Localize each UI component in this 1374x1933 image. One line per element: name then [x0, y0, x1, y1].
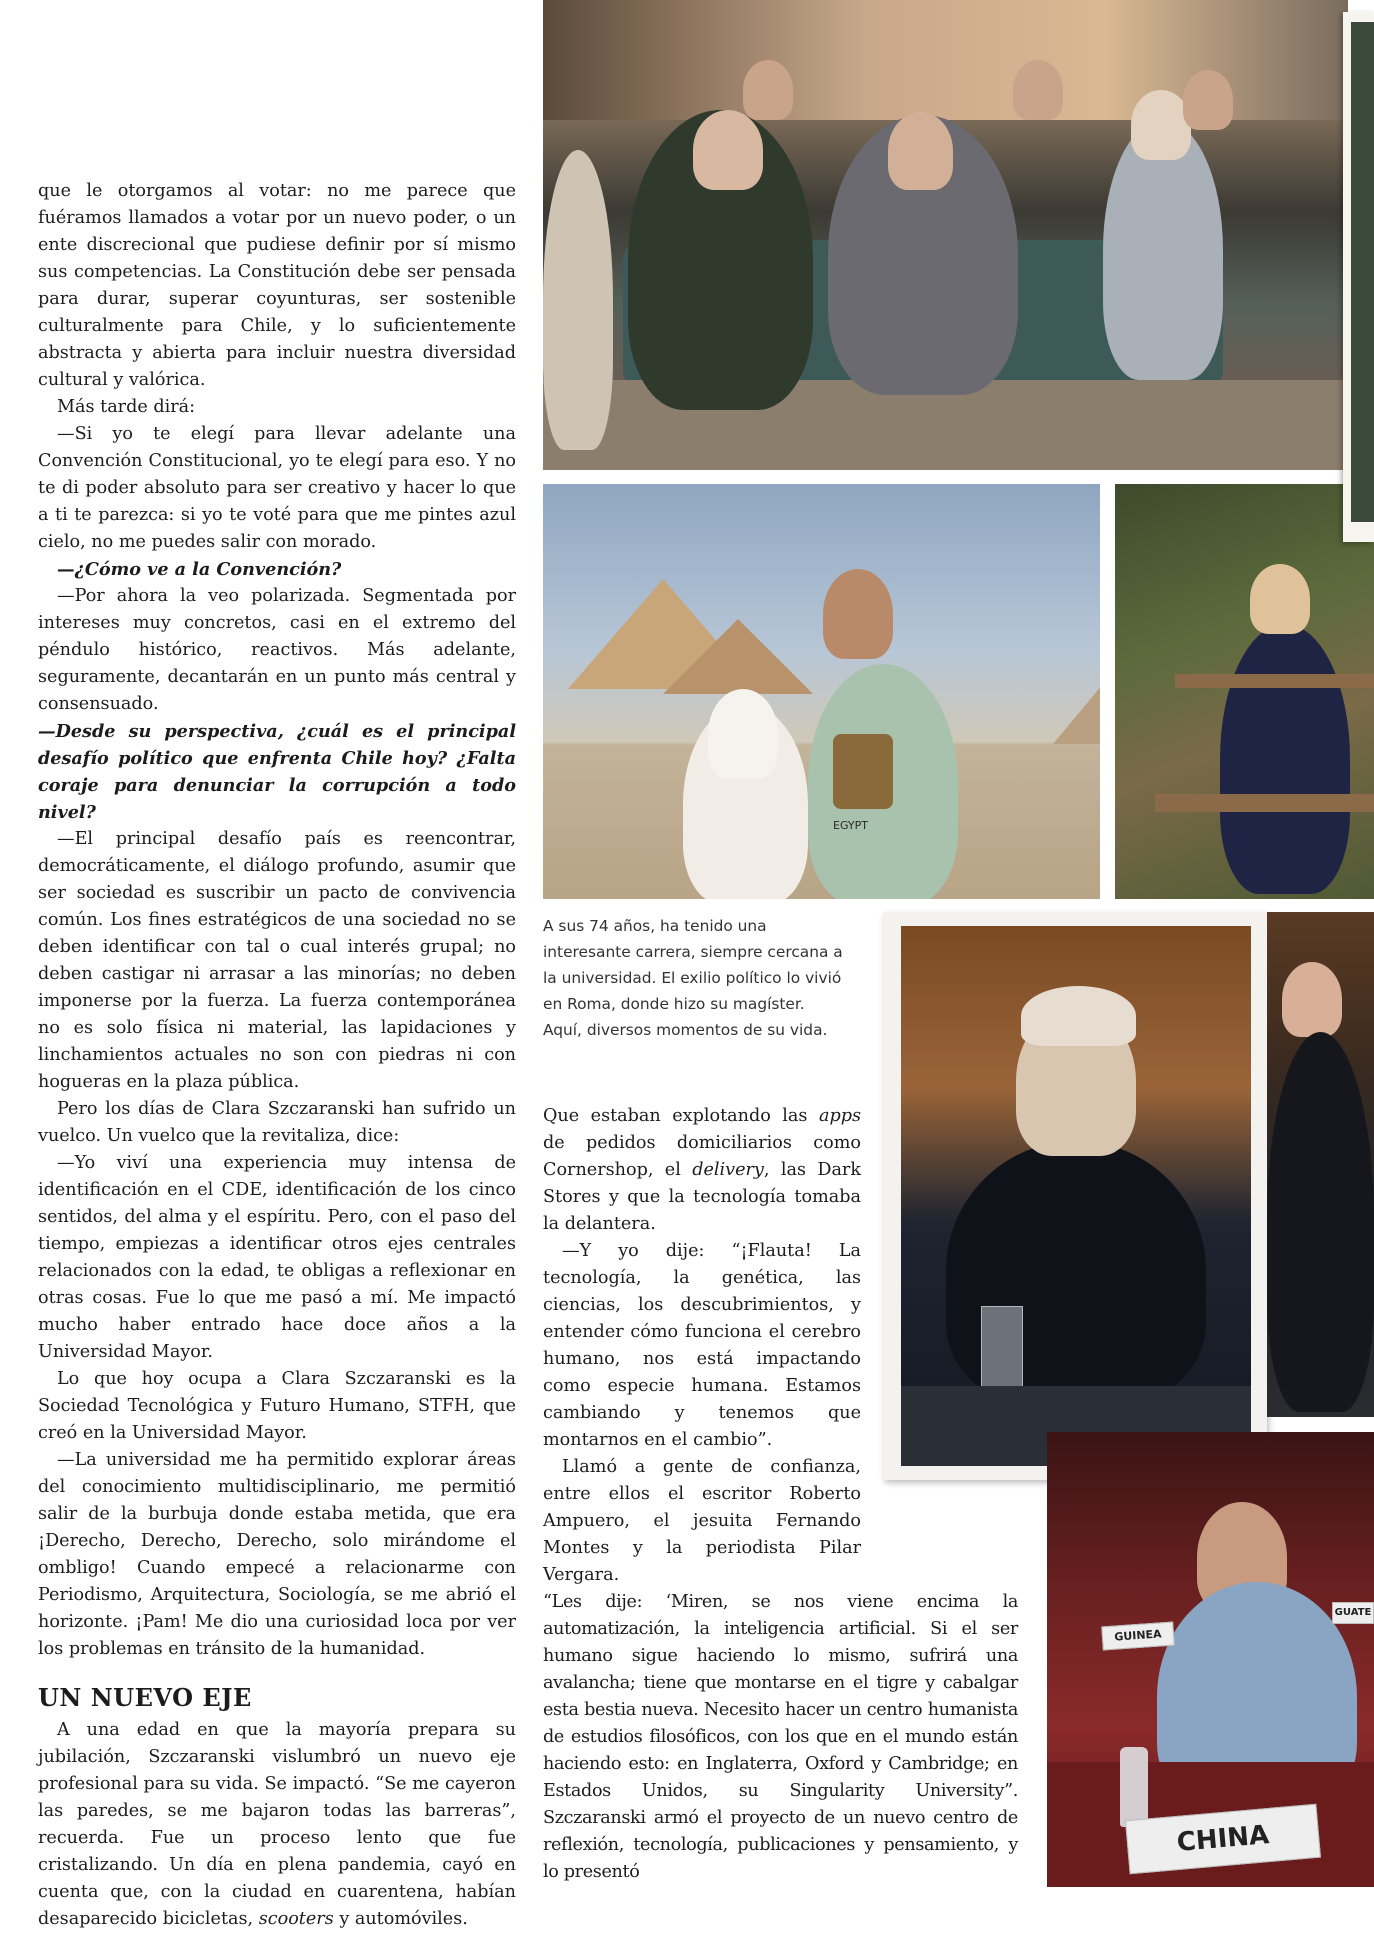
photo-sliver-content [1351, 22, 1374, 522]
text-run: y automóviles. [333, 1909, 468, 1929]
photo-bench-plank [1175, 674, 1374, 688]
photo-placard: GUINEA [1101, 1622, 1174, 1651]
photo-figure [888, 112, 953, 190]
paragraph: Más tarde dirá: [57, 397, 196, 417]
text-run: de pedidos domiciliarios como Cornershop, el [543, 1133, 861, 1180]
paragraph: Llamó a gente de confianza, entre ellos el escritor Roberto Ampuero, el jesuita Fernando Montes y la periodista Pilar Vergara. [543, 1457, 861, 1585]
photo-figure [1282, 962, 1342, 1037]
photo-figure [1267, 1032, 1374, 1412]
paragraph: —Y yo dije: “¡Flauta! La tecnología, la genética, las ciencias, los descubrimientos, y entender cómo funciona el cerebro humano, nos está impactando como especie humana. Estamos cambiando y tenemos que montarnos en el cambio”. [543, 1241, 861, 1450]
paragraph: —Por ahora la veo polarizada. Segmentada por intereses muy concretos, casi en el extremo del péndulo histórico, reactivos. Más adelante, seguramente, decantarán en un punto más central y consensuado. [38, 586, 516, 714]
photo-figure [1021, 986, 1136, 1046]
photo-pyramids-couple [543, 484, 1100, 899]
interview-question: —Desde su perspectiva, ¿cuál es el principal desafío político que enfrenta Chile hoy? ¿Falta coraje para denunciar la corrupción a todo nivel? [38, 721, 516, 823]
narrow-text-block [543, 1103, 861, 1589]
photo-pyramid-shape [1053, 684, 1100, 744]
photo-figure [1220, 624, 1350, 894]
photo-figure [1013, 60, 1063, 120]
photo-portrait-frame [883, 912, 1267, 1480]
photo-water-bottle [1120, 1747, 1148, 1827]
photo-glass [981, 1306, 1023, 1388]
photo-figure [1250, 564, 1310, 634]
article-column-left [38, 178, 516, 1933]
photo-bench-plank [1155, 794, 1374, 812]
paragraph: Lo que hoy ocupa a Clara Szczaranski es la Sociedad Tecnológica y Futuro Humano, STFH, que creó en la Universidad Mayor. [38, 1369, 516, 1443]
photo-man-in-suit [1267, 912, 1374, 1417]
photo-figure [708, 689, 778, 779]
photo-figure [743, 60, 793, 120]
text-run: A una edad en que la mayoría prepara su jubilación, Szczaranski vislumbró un nuevo eje profesional para su vida. Se impactó. “Se me cayeron las paredes, se me bajaron todas las barreras”, recuerda. Fue un proceso lento que fue cristalizando. Un día en plena pandemia, cayó en cuenta que, con la ciudad en cuarentena, habían desaparecido bicicletas, [38, 1720, 516, 1929]
photo-caption: A sus 74 años, ha tenido una interesante carrera, siempre cercana a la universidad. El exilio político lo vivió en Roma, donde hizo su magíster. Aquí, diversos momentos de su vida. [543, 917, 843, 1039]
paragraph [543, 1103, 861, 1238]
photo-audience-group [543, 0, 1348, 470]
paragraph: —Yo viví una experiencia muy intensa de identificación en el CDE, identificación de los cinco sentidos, del alma y el espíritu. Pero, con el paso del tiempo, empiezas a identificar otros ejes centrales relacionados con la edad, te obligas a reflexionar en otras cosas. Fue lo que me pasó a mí. Me impactó mucho haber entrado hace doce años a la Universidad Mayor. [38, 1153, 516, 1362]
photo-frame-sliver [1343, 12, 1374, 542]
interview-question: —¿Cómo ve a la Convención? [57, 559, 342, 580]
italic-text: delivery [692, 1160, 764, 1180]
photo-shirt-print: EGYPT [833, 819, 868, 832]
photo-woman-at-table [901, 926, 1251, 1466]
text-run: , las Dark Stores y que la tecnología tomaba la delantera. [543, 1160, 862, 1234]
italic-text: scooters [258, 1909, 334, 1929]
photo-figure [1183, 70, 1233, 130]
photo-conference-delegate [1047, 1432, 1374, 1887]
paragraph: “Les dije: ‘Miren, se nos viene encima la automatización, la inteligencia artificial. Si el ser humano sigue haciendo lo mismo, sufrirá una avalancha; tiene que montarse en el tigre y cabalgar esta bestia nueva. Necesito hacer un centro humanista de estudios filosóficos, con los que en el mundo están haciendo esto: en Inglaterra, Oxford y Cambridge; en Estados Unidos, su Singularity University”. Szczaranski armó el proyecto de un nuevo centro de reflexión, tecnología, publicaciones y pensamiento, y lo presentó [543, 1592, 1018, 1882]
paragraph: —El principal desafío país es reencontrar, democráticamente, el diálogo profundo, asumir que ser sociedad es suscribir un pacto de convivencia común. Los fines estratégicos de una sociedad no se deben identificar con tal o cual interés grupal; no deben castigar ni arrasar a las minorías; no deben imponerse por la fuerza. La fuerza contemporánea no es solo física ni material, las lapidaciones y linchamientos actuales no son con piedras ni con hogueras en la plaza pública. [38, 829, 516, 1092]
photo-figure [823, 569, 893, 659]
paragraph: Pero los días de Clara Szczaranski han sufrido un vuelco. Un vuelco que la revitaliza, dice: [38, 1099, 516, 1146]
paragraph: —La universidad me ha permitido explorar áreas del conocimiento multidisciplinario, me permitió salir de la burbuja donde estaba metida, que era ¡Derecho, Derecho, Derecho, solo mirándome el ombligo! Cuando empecé a relacionarme con Periodismo, Arquitectura, Sociología, se me abrió el horizonte. ¡Pam! Me dio una curiosidad loca por ver los problemas en tránsito de la humanidad. [38, 1450, 516, 1659]
paragraph: que le otorgamos al votar: no me parece que fuéramos llamados a votar por un nuevo poder, o un ente discrecional que pudiese definir por sí mismo sus competencias. La Constitución debe ser pensada para durar, superar coyunturas, ser sostenible culturalmente para Chile, y lo suficientemente abstracta y abierta para incluir nuestra diversidad cultural y valórica. [38, 181, 516, 390]
paragraph [38, 1717, 516, 1933]
paragraph: —Si yo te elegí para llevar adelante una Convención Constitucional, yo te elegí para eso. Y no te di poder absoluto para ser creativo y hacer lo que a ti te parezca: si yo te voté para que me pintes azul cielo, no me puedes salir con morado. [38, 424, 516, 552]
photo-figure [693, 110, 763, 190]
photo-figure [1131, 90, 1191, 160]
photo-figure [543, 150, 613, 450]
photo-figure [833, 734, 893, 809]
section-heading: UN NUEVO EJE [38, 1683, 252, 1712]
photo-placard: GUATE [1332, 1602, 1374, 1624]
italic-text: apps [818, 1106, 861, 1126]
photo-pyramid-shape [663, 619, 813, 694]
text-run: Que estaban explotando las [543, 1106, 819, 1126]
photo-woman-bench [1115, 484, 1374, 899]
photo-placard: CHINA [1125, 1804, 1321, 1875]
